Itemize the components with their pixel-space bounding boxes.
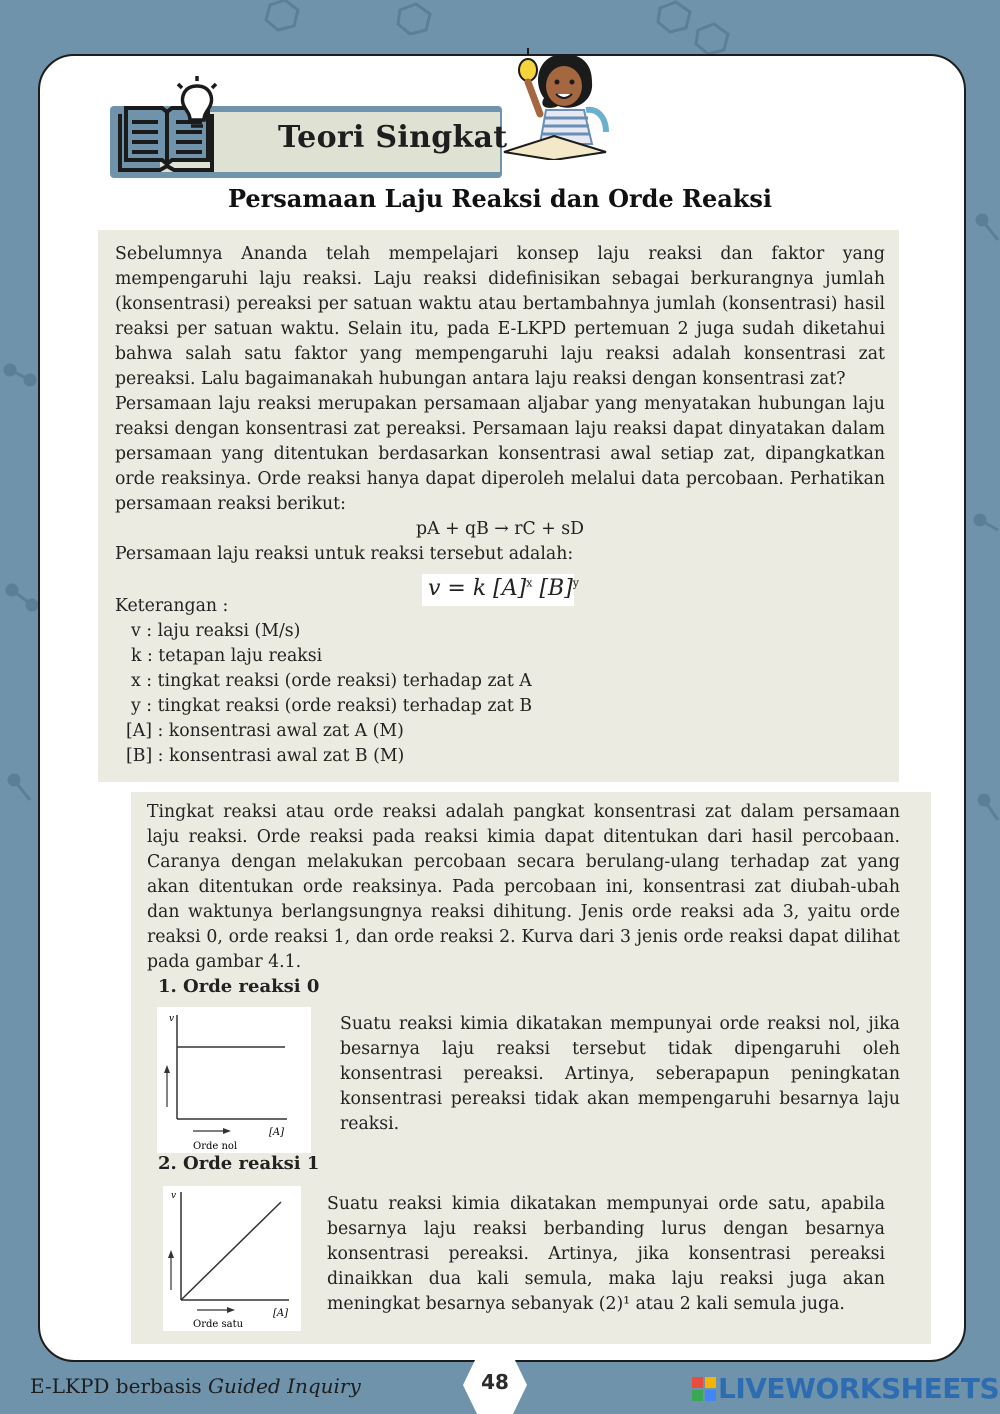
liveworksheets-logo-icon <box>692 1377 716 1401</box>
order-0-caption: Orde nol <box>193 1141 238 1152</box>
section-subtitle: Persamaan Laju Reaksi dan Orde Reaksi <box>227 184 773 213</box>
order-0-graph <box>157 1007 311 1153</box>
banner-title: Teori Singkat <box>278 120 508 155</box>
rate-intro: Persamaan laju reaksi untuk reaksi tersebut adalah: <box>115 544 574 564</box>
order-1-text: Suatu reaksi kimia dikatakan mempunyai orde satu, apabila besarnya laju reaksi berbanding lurus dengan besarnya konsentrasi pereaksi. Artinya, jika konsentrasi pereaksi dinaikkan dua kali semula, maka laju reaksi juga akan meningkat besarnya sebanyak (2)¹ atau 2 kali semula juga. <box>327 1194 885 1314</box>
footer-title <box>30 1374 361 1398</box>
formula-mid: [B] <box>532 576 573 601</box>
order-1-caption: Orde satu <box>193 1319 244 1330</box>
order-1-heading: 2. Orde reaksi 1 <box>158 1153 320 1174</box>
legend-item: [B] : konsentrasi awal zat B (M) <box>126 746 405 766</box>
legend-item: k : tetapan laju reaksi <box>131 646 323 666</box>
order-0-y-label: v <box>169 1014 175 1024</box>
legend-item: [A] : konsentrasi awal zat A (M) <box>126 721 404 741</box>
order-0-chart <box>157 1007 311 1153</box>
molecule-decoration <box>0 360 40 860</box>
order-1-line <box>181 1202 281 1300</box>
rate-law-formula <box>428 576 579 601</box>
formula-exponent-y: y <box>572 576 579 590</box>
intro-paragraph-2: Persamaan laju reaksi merupakan persamaan aljabar yang menyatakan hubungan laju reaksi dengan konsentrasi zat pereaksi. Persamaan laju reaksi dapat dinyatakan dalam persamaan yang ditentukan berdasarkan konsentrasi awal setiap zat, dipangkatkan orde reaksinya. Orde reaksi hanya dapat diperoleh melalui data percobaan. Perhatikan persamaan reaksi berikut: <box>115 394 885 514</box>
intro-paragraph-1: Sebelumnya Ananda telah mempelajari konsep laju reaksi dan faktor yang mempengaruhi laju reaksi. Laju reaksi didefinisikan sebagai berkurangnya jumlah (konsentrasi) pereaksi per satuan waktu atau bertambahnya jumlah (konsentrasi) hasil reaksi per satuan waktu. Selain itu, pada E-LKPD pertemuan 2 juga sudah diketahui bahwa salah satu faktor yang mempengaruhi laju reaksi adalah konsentrasi zat pereaksi. Lalu bagaimanakah hubungan antara laju reaksi dengan konsentrasi zat? <box>115 244 885 389</box>
order-1-x-label: [A] <box>273 1308 289 1319</box>
page-number: 48 <box>481 1370 509 1394</box>
legend-title: Keterangan : <box>115 596 229 616</box>
legend-item: y : tingkat reaksi (orde reaksi) terhadap zat B <box>131 696 533 716</box>
order-1-chart <box>163 1186 301 1331</box>
legend-item: x : tingkat reaksi (orde reaksi) terhadap zat A <box>131 671 532 691</box>
order-1-graph <box>163 1186 301 1331</box>
molecule-decoration <box>962 200 1000 900</box>
order-0-text: Suatu reaksi kimia dikatakan mempunyai orde reaksi nol, jika besarnya laju reaksi tersebut tidak dipengaruhi oleh konsentrasi pereaksi. Artinya, seberapapun peningkatan konsentrasi pereaksi tidak akan mempengaruhi besarnya laju reaksi. <box>340 1014 900 1134</box>
lightbulb-icon <box>172 74 222 138</box>
legend-item: v : laju reaksi (M/s) <box>131 621 301 641</box>
reaction-equation: pA + qB → rC + sD <box>416 519 584 539</box>
formula-lhs: v = k [A] <box>428 576 527 601</box>
student-illustration <box>488 48 620 160</box>
orders-paragraph: Tingkat reaksi atau orde reaksi adalah pangkat konsentrasi zat dalam persamaan laju reaksi. Orde reaksi pada reaksi kimia dapat ditentukan dari hasil percobaan. Caranya dengan melakukan percobaan secara berulang-ulang terhadap zat yang akan ditentukan orde reaksinya. Pada percobaan ini, konsentrasi zat diubah-ubah dan waktunya berlangsungnya reaksi dihitung. Jenis orde reaksi ada 3, yaitu orde reaksi 0, orde reaksi 1, dan orde reaksi 2. Kurva dari 3 jenis orde reaksi dapat dilihat pada gambar 4.1. <box>147 802 900 972</box>
brand-name[interactable]: LIVEWORKSHEETS <box>718 1372 1000 1405</box>
formula-exponent-x: x <box>526 576 533 590</box>
footer-text: E-LKPD berbasis <box>30 1374 209 1398</box>
order-0-x-label: [A] <box>269 1127 285 1138</box>
footer-italic: Guided Inquiry <box>208 1374 361 1398</box>
order-0-heading: 1. Orde reaksi 0 <box>158 976 320 997</box>
order-1-y-label: v <box>171 1191 177 1201</box>
